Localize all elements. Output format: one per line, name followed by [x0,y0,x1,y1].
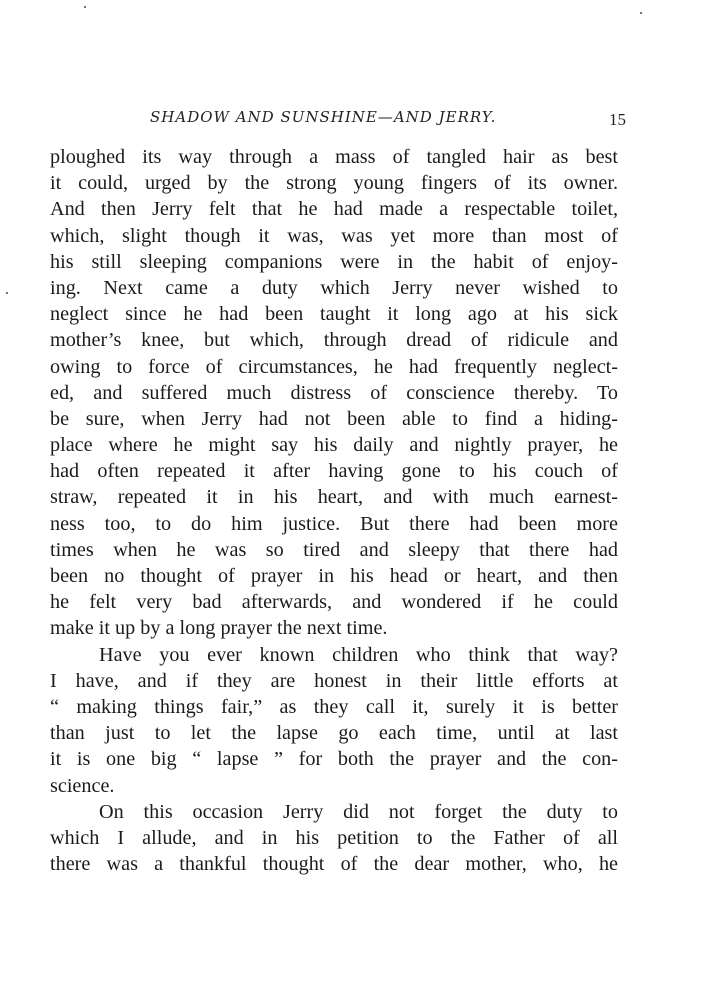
text-line: “ making things fair,” as they call it, surely it is better [50,695,618,718]
text-line: I have, and if they are honest in their little efforts at [50,669,618,692]
text-line: been no thought of prayer in his head or heart, and then [50,565,618,587]
text-line: straw, repeated it in his heart, and with much earnest- [50,486,618,509]
text-line: be sure, when Jerry had not been able to find a hiding- [50,407,618,430]
text-line: ness too, to do him justice. But there had been more [50,512,618,535]
paragraph-end-line: science. [50,774,115,797]
text-line: had often repeated it after having gone to his couch of [50,460,618,483]
paper-speck [640,12,642,14]
text-line: which I allude, and in his petition to the Father of all [50,826,618,849]
running-title: SHADOW AND SUNSHINE—AND JERRY. [150,108,497,126]
text-line: And then Jerry felt that he had made a respectable toilet, [50,198,618,221]
text-line: there was a thankful thought of the dear mother, who, he [50,853,618,876]
paragraph-first-line: On this occasion Jerry did not forget the duty to [99,800,618,823]
paragraph-first-line: Have you ever known children who think that way? [99,643,618,666]
text-line: owing to force of circumstances, he had frequently neglect- [50,355,618,378]
text-line: mother’s knee, but which, through dread of ridicule and [50,329,618,352]
page-number: 15 [609,110,626,129]
paragraph-end-line: make it up by a long prayer the next time. [50,617,388,640]
text-line: ing. Next came a duty which Jerry never wished to [50,276,618,299]
text-line: place where he might say his daily and nightly prayer, he [50,434,618,457]
text-line: times when he was so tired and sleepy that there had [50,538,618,561]
text-line: his still sleeping companions were in the habit of enjoy- [50,250,618,273]
paper-speck [84,6,86,8]
text-line: which, slight though it was, was yet more than most of [50,224,618,247]
page-header [50,108,626,132]
body-text [50,144,618,877]
paper-speck [6,292,8,294]
text-line: it is one big “ lapse ” for both the prayer and the con- [50,748,618,771]
text-line: ploughed its way through a mass of tangled hair as best [50,146,618,168]
text-line: ed, and suffered much distress of conscience thereby. To [50,381,618,404]
text-line: he felt very bad afterwards, and wondered if he could [50,591,618,614]
text-line: it could, urged by the strong young fingers of its owner. [50,172,618,195]
text-line: than just to let the lapse go each time, until at last [50,722,618,745]
text-line: neglect since he had been taught it long ago at his sick [50,303,618,326]
